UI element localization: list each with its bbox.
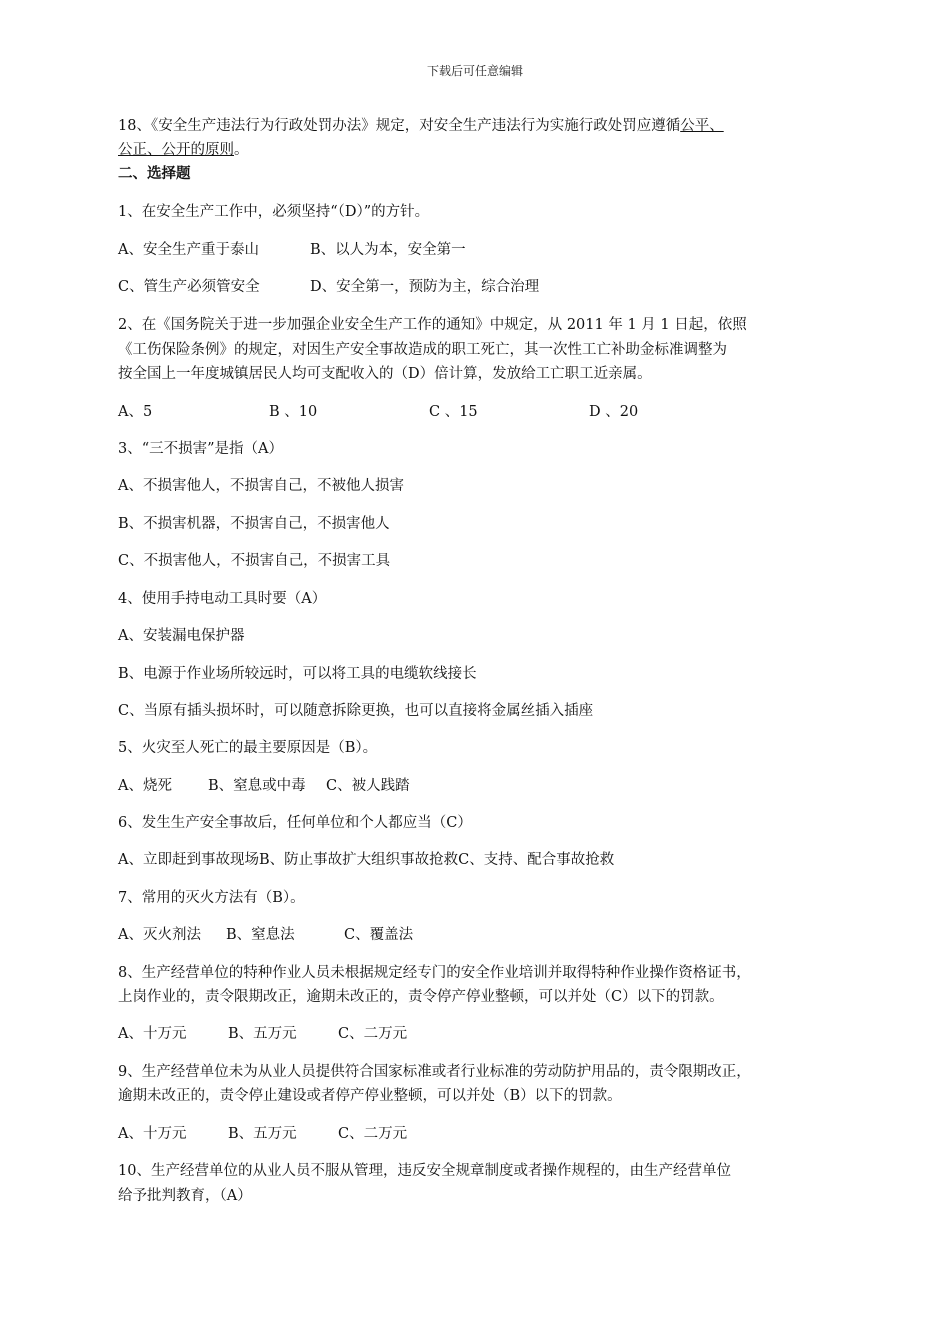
q6-question: 6、发生生产安全事故后，任何单位和个人都应当（C） [118, 815, 472, 831]
q7-options [118, 925, 413, 945]
q18-underlined-2: 公正、公开的原则 [118, 142, 234, 158]
q5-options [118, 776, 410, 796]
q2-line1: 2、在《国务院关于进一步加强企业安全生产工作的通知》中规定，从 2011 年 1 月 1 日起，依照 [118, 317, 747, 333]
q8-option-a: A、十万元 [118, 1026, 187, 1042]
q9-option-c: C、二万元 [338, 1126, 408, 1142]
q9-line1: 9、生产经营单位未为从业人员提供符合国家标准或者行业标准的劳动防护用品的，责令限期改正， [118, 1064, 751, 1080]
q3-option-b: B、不损害机器，不损害自己，不损害他人 [118, 516, 390, 532]
q7-option-a: A、灭火剂法 [118, 927, 201, 943]
q10-line2: 给予批判教育，（A） [118, 1188, 252, 1204]
q3-option-a: A、不损害他人，不损害自己，不被他人损害 [118, 478, 404, 494]
q2-option-a: A、5 [118, 404, 153, 420]
q7-option-c: C、覆盖法 [344, 927, 414, 943]
q8-line2: 上岗作业的，责令限期改正，逾期未改正的，责令停产停业整顿，可以并处（C）以下的罚款。 [118, 989, 724, 1005]
q3-option-c: C、不损害他人，不损害自己，不损害工具 [118, 553, 391, 569]
q1-option-a: A、安全生产重于泰山 [118, 242, 259, 258]
q7-option-b: B、窒息法 [226, 927, 295, 943]
q2-line2: 《工伤保险条例》的规定，对因生产安全事故造成的职工死亡，其一次性工亡补助金标准调整为 [118, 342, 727, 358]
q4-option-a: A、安装漏电保护器 [118, 628, 245, 644]
page-header: 下载后可任意编辑 [426, 64, 523, 78]
q5-option-a: A、烧死 [118, 778, 172, 794]
q6-options: A、立即赶到事故现场B、防止事故扩大组织事故抢救C、支持、配合事故抢救 [118, 852, 615, 868]
q9-option-b: B、五万元 [228, 1126, 297, 1142]
q2-option-c: C 、15 [429, 404, 478, 420]
q1-question: 1、在安全生产工作中，必须坚持“（D）”的方针。 [118, 204, 430, 220]
section-title: 二、选择题 [118, 165, 191, 182]
q5-question: 5、火灾至人死亡的最主要原因是（B）。 [118, 740, 378, 756]
q7-question: 7、常用的灭火方法有（B）。 [118, 890, 305, 906]
q8-option-c: C、二万元 [338, 1026, 408, 1042]
q1-options-row2 [118, 277, 539, 297]
q4-option-b: B、电源于作业场所较远时，可以将工具的电缆软线接长 [118, 666, 477, 682]
q9-line2: 逾期未改正的，责令停止建设或者停产停业整顿，可以并处（B）以下的罚款。 [118, 1088, 622, 1104]
q1-option-d: D、安全第一，预防为主，综合治理 [310, 279, 540, 295]
q4-question: 4、使用手持电动工具时要（A） [118, 591, 327, 607]
q18-end: 。 [234, 142, 249, 158]
q4-option-c: C、当原有插头损坏时，可以随意拆除更换，也可以直接将金属丝插入插座 [118, 703, 594, 719]
q8-options [118, 1024, 407, 1044]
q8-line1: 8、生产经营单位的特种作业人员未根据规定经专门的安全作业培训并取得特种作业操作资格证书， [118, 965, 751, 981]
q3-question: 3、“三不损害”是指（A） [118, 441, 284, 457]
q9-options [118, 1124, 407, 1144]
q9-option-a: A、十万元 [118, 1126, 187, 1142]
q5-option-b: B、窒息或中毒 [208, 778, 306, 794]
q10-line1: 10、生产经营单位的从业人员不服从管理，违反安全规章制度或者操作规程的，由生产经营单位 [118, 1163, 731, 1179]
q8-option-b: B、五万元 [228, 1026, 297, 1042]
q1-option-c: C、管生产必须管安全 [118, 279, 260, 295]
q5-option-c: C、被人践踏 [326, 778, 410, 794]
q2-option-b: B 、10 [269, 404, 318, 420]
q2-line3: 按全国上一年度城镇居民人均可支配收入的（D）倍计算，发放给工亡职工近亲属。 [118, 366, 652, 382]
q2-option-d: D 、20 [589, 404, 639, 420]
q18-underlined-1: 公平、 [680, 118, 724, 134]
q2-options [118, 402, 638, 422]
q1-options-row1 [118, 240, 466, 260]
q18-line1 [118, 116, 724, 136]
q18-text: 18、《安全生产违法行为行政处罚办法》规定，对安全生产违法行为实施行政处罚应遵循 [118, 118, 681, 134]
q18-line2 [118, 140, 249, 160]
q1-option-b: B、以人为本，安全第一 [310, 242, 466, 258]
